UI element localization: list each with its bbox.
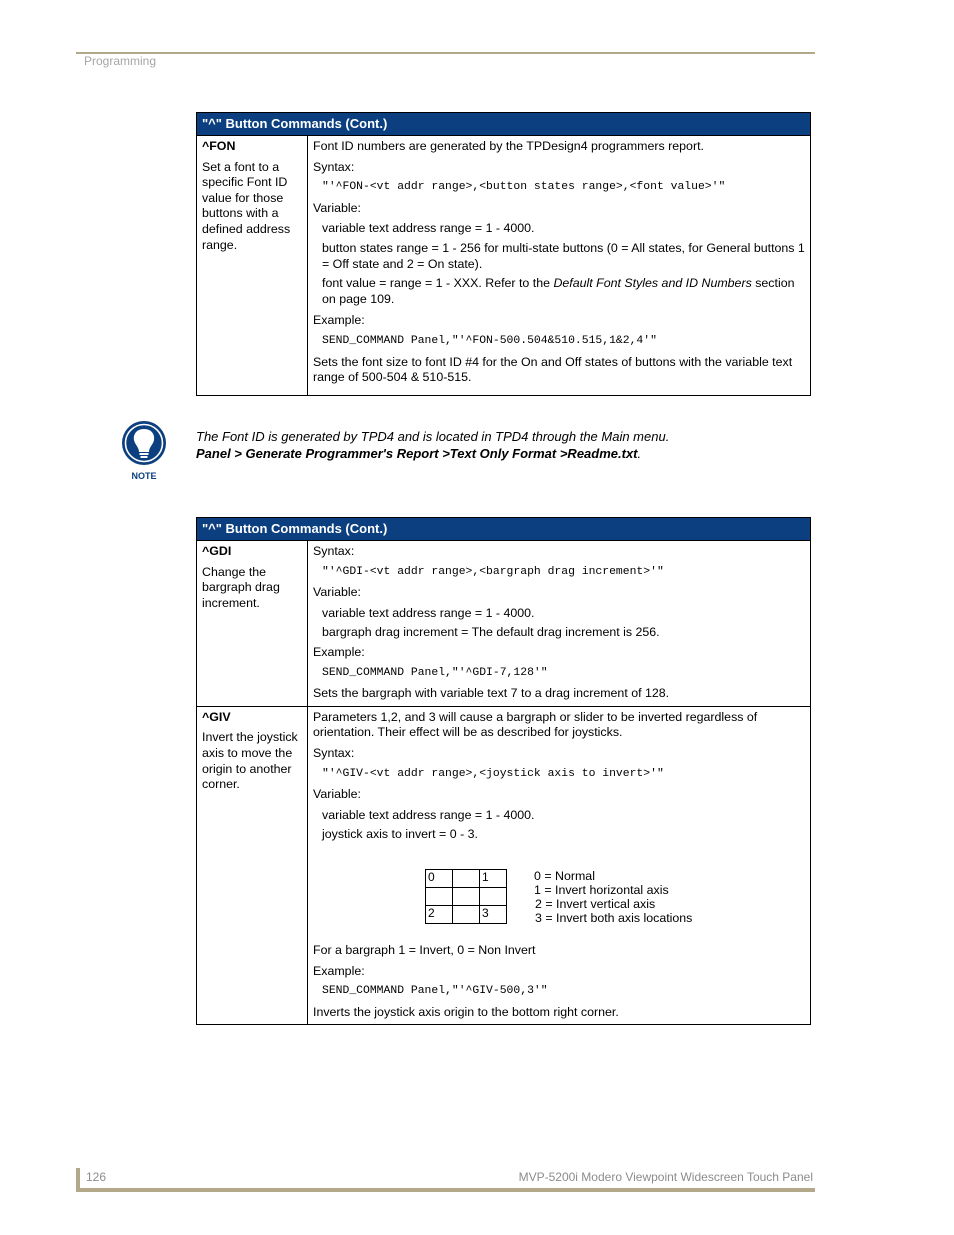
command-description: Change the bargraph drag increment. (202, 564, 280, 610)
command-cell (197, 706, 308, 1025)
legend-item: 1 = Invert horizontal axis (534, 882, 669, 897)
lightbulb-note-icon (120, 420, 168, 482)
example-label: Example: (313, 313, 365, 328)
grid-cell (453, 905, 480, 923)
variable-item: variable text address range = 1 - 4000. (322, 221, 535, 236)
section-header: Programming (84, 54, 157, 68)
grid-cell (453, 869, 480, 887)
axis-grid (425, 869, 507, 924)
syntax-label: Syntax: (313, 159, 355, 174)
example-label: Example: (313, 963, 365, 978)
syntax-code: "'^GDI-<vt addr range>,<bargraph drag increment>'" (322, 565, 664, 578)
intro-text: Font ID numbers are generated by the TPDesign4 programmers report. (313, 139, 704, 153)
header-rule (76, 52, 815, 54)
details-cell (308, 136, 811, 396)
table-row-giv (197, 706, 811, 1025)
syntax-code: "'^GIV-<vt addr range>,<joystick axis to invert>'" (322, 767, 664, 780)
details-cell (308, 541, 811, 707)
page-number: 126 (86, 1170, 107, 1184)
button-commands-table-1 (196, 112, 811, 396)
command-name: ^GDI (202, 544, 232, 558)
variable-label: Variable: (313, 200, 361, 215)
table-row-fon (197, 136, 811, 396)
syntax-label: Syntax: (313, 544, 355, 558)
command-name: ^GIV (202, 709, 231, 724)
footer-rule (76, 1188, 815, 1192)
table-title: "^" Button Commands (Cont.) (197, 113, 811, 136)
grid-cell: 0 (426, 869, 453, 887)
syntax-code: "'^FON-<vt addr range>,<button states range>,<font value>'" (322, 181, 726, 194)
variable-item: font value = range = 1 - XXX. Refer to the Default Font Styles and ID Numbers section on page 109. (322, 276, 795, 306)
button-commands-table-2 (196, 517, 811, 1025)
variable-label: Variable: (313, 787, 361, 802)
menu-path: Panel > Generate Programmer's Report >Text Only Format >Readme.txt (196, 446, 638, 461)
command-description: Set a font to a specific Font ID value for those buttons with a defined address range. (202, 159, 291, 252)
axis-legend (534, 869, 692, 925)
command-name: ^FON (202, 139, 236, 153)
grid-cell (453, 887, 480, 905)
note-line-1: The Font ID is generated by TPD4 and is located in TPD4 through the Main menu. (196, 429, 670, 444)
command-cell (197, 541, 308, 707)
grid-cell: 3 (480, 905, 507, 923)
legend-item: 2 = Invert vertical axis (535, 896, 656, 911)
legend-item: 3 = Invert both axis locations (535, 910, 693, 925)
result-text: Sets the font size to font ID #4 for the On and Off states of buttons with the variable text range of 500-504 & 510-515. (313, 354, 793, 385)
example-code: SEND_COMMAND Panel,"'^GIV-500,3'" (322, 985, 548, 998)
intro-text: Parameters 1,2, and 3 will cause a bargraph or slider to be inverted regardless of orientation. Their effect will be as described for joysticks. (313, 709, 758, 740)
document-title: MVP-5200i Modero Viewpoint Widescreen Touch Panel (518, 1170, 813, 1184)
variable-item: bargraph drag increment = The default drag increment is 256. (322, 625, 660, 640)
result-text: Sets the bargraph with variable text 7 to a drag increment of 128. (313, 686, 670, 701)
table-row-gdi (197, 541, 811, 707)
syntax-label: Syntax: (313, 745, 355, 760)
variable-item: joystick axis to invert = 0 - 3. (322, 827, 478, 842)
example-code: SEND_COMMAND Panel,"'^FON-500.504&510.515,1&2,4'" (322, 334, 657, 347)
example-label: Example: (313, 644, 365, 659)
note-text (196, 428, 669, 462)
details-cell (308, 706, 811, 1025)
note-label: NOTE (131, 471, 157, 481)
grid-cell: 1 (480, 869, 507, 887)
variable-label: Variable: (313, 585, 361, 600)
variable-item: variable text address range = 1 - 4000. (322, 605, 535, 620)
command-description: Invert the joystick axis to move the origin to another corner. (202, 730, 298, 792)
variable-item: variable text address range = 1 - 4000. (322, 807, 535, 822)
bargraph-note: For a bargraph 1 = Invert, 0 = Non Invert (313, 942, 536, 957)
note-line-2: Panel > Generate Programmer's Report >Text Only Format >Readme.txt. (196, 446, 642, 461)
result-text: Inverts the joystick axis origin to the bottom right corner. (313, 1004, 619, 1019)
command-cell (197, 136, 308, 396)
grid-cell (480, 887, 507, 905)
grid-cell: 2 (426, 905, 453, 923)
table-title: "^" Button Commands (Cont.) (197, 518, 811, 541)
example-code: SEND_COMMAND Panel,"'^GDI-7,128'" (322, 666, 548, 679)
variable-item: button states range = 1 - 256 for multi-state buttons (0 = All states, for General buttons 1 = Off state and 2 = On state). (322, 240, 805, 271)
grid-cell (426, 887, 453, 905)
legend-item: 0 = Normal (534, 868, 595, 883)
joystick-axis-diagram (313, 847, 805, 937)
cross-reference-link: Default Font Styles and ID Numbers (553, 276, 752, 291)
